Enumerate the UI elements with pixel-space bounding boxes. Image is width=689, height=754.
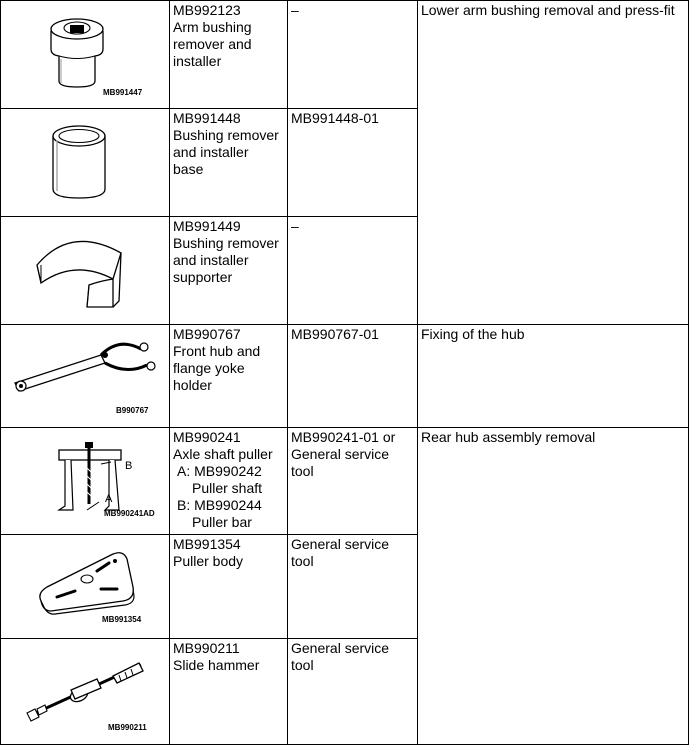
tool-name-line: Puller body xyxy=(173,553,244,569)
supersession: – xyxy=(291,2,299,18)
sub-item-number: B: MB990244 xyxy=(177,497,262,513)
tool-number-cell xyxy=(170,639,288,745)
supersession: General service xyxy=(291,536,390,552)
supersession-cell xyxy=(288,325,418,428)
tool-name-line: supporter xyxy=(173,269,233,285)
tool-name-line: base xyxy=(173,161,204,177)
tool-name-line: flange yoke xyxy=(173,360,245,376)
table-row xyxy=(1,1,689,109)
application-cell xyxy=(418,428,689,745)
installer-base-icon xyxy=(1,109,170,217)
supersession-cell xyxy=(288,428,418,535)
axle-shaft-puller-icon xyxy=(1,428,170,535)
supersession: MB990767-01 xyxy=(291,326,379,342)
supersession: tool xyxy=(291,463,314,479)
callout-b: B xyxy=(125,460,133,472)
tool-name-line: and installer xyxy=(173,144,249,160)
image-label: B990767 xyxy=(116,406,149,415)
supersession-cell xyxy=(288,109,418,217)
application-cell xyxy=(418,1,689,325)
tool-name-line: Slide hammer xyxy=(173,657,260,673)
tool-number-cell xyxy=(170,1,288,109)
image-label: MB990241AD xyxy=(104,509,155,518)
tool-name-line: holder xyxy=(173,377,212,393)
tool-name-line: Front hub and xyxy=(173,343,261,359)
tool-number: MB990211 xyxy=(173,640,240,656)
tool-name-line: remover and xyxy=(173,36,252,52)
tool-image-cell xyxy=(1,109,170,217)
tool-name-line: and installer xyxy=(173,252,249,268)
tool-image-cell xyxy=(1,535,170,639)
tool-number: MB991448 xyxy=(173,110,241,126)
tool-number: MB990767 xyxy=(173,326,241,342)
table-row xyxy=(1,325,689,428)
sub-item-name: Puller bar xyxy=(192,514,252,530)
supersession: MB990241-01 or xyxy=(291,429,396,445)
tool-number: MB991354 xyxy=(173,536,241,552)
sub-item-number: A: MB990242 xyxy=(177,463,262,479)
bushing-remover-icon xyxy=(1,1,170,109)
tool-number-cell xyxy=(170,217,288,325)
tool-number: MB990241 xyxy=(173,429,241,445)
supersession: General service xyxy=(291,446,390,462)
application-cell xyxy=(418,325,689,428)
image-label: MB991354 xyxy=(102,615,142,624)
supersession: – xyxy=(291,218,299,234)
tool-image-cell xyxy=(1,639,170,745)
supersession-cell xyxy=(288,535,418,639)
tool-name-line: Arm bushing xyxy=(173,19,252,35)
image-label: MB990211 xyxy=(108,723,147,732)
tool-number: MB991449 xyxy=(173,218,241,234)
tool-number-cell xyxy=(170,535,288,639)
tool-name-line: Bushing remover xyxy=(173,235,279,251)
tool-number-cell xyxy=(170,428,288,535)
supersession: General service xyxy=(291,640,390,656)
tool-name-line: installer xyxy=(173,53,222,69)
application-text: Rear hub assembly removal xyxy=(421,429,596,445)
supersession-cell xyxy=(288,217,418,325)
callout-a: A xyxy=(105,493,113,505)
supporter-icon xyxy=(1,217,170,325)
tool-name-line: Bushing remover xyxy=(173,127,279,143)
supersession-cell xyxy=(288,1,418,109)
tool-number: MB992123 xyxy=(173,2,241,18)
image-label: MB991447 xyxy=(103,88,143,97)
tool-image-cell xyxy=(1,428,170,535)
supersession: MB991448-01 xyxy=(291,110,379,126)
tool-image-cell xyxy=(1,1,170,109)
supersession: tool xyxy=(291,657,314,673)
tool-number-cell xyxy=(170,325,288,428)
application-text: Fixing of the hub xyxy=(421,326,525,342)
supersession-cell xyxy=(288,639,418,745)
tool-name-line: Axle shaft puller xyxy=(173,446,273,462)
table-row xyxy=(1,428,689,535)
application-text: Lower arm bushing removal and press-fit xyxy=(421,2,675,18)
tool-image-cell xyxy=(1,325,170,428)
puller-body-icon xyxy=(1,535,170,639)
supersession: tool xyxy=(291,553,314,569)
tool-number-cell xyxy=(170,109,288,217)
tool-image-cell xyxy=(1,217,170,325)
sub-item-name: Puller shaft xyxy=(192,480,263,496)
